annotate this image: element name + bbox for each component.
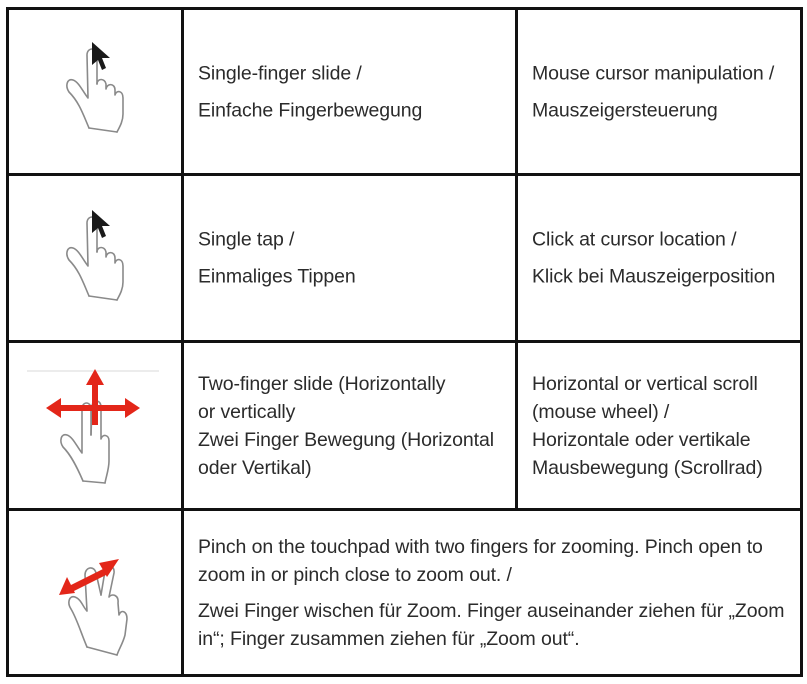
action-line: (mouse wheel) / [532,400,670,423]
description-english: Pinch on the touchpad with two fingers for zooming. Pinch open to zoom in or pinch close to zoom out. / [198,535,763,586]
action-line: Horizontal or vertical scroll [532,372,758,395]
action-cell [518,343,800,508]
action-line: Horizontale oder vertikale [532,428,751,451]
gesture-cell [184,343,518,508]
table-row [9,176,800,343]
action-cell [518,176,800,340]
pinch-zoom-icon [9,511,184,674]
action-line: Mauszeigersteuerung [532,99,718,121]
table-row [9,511,800,674]
two-finger-scroll-icon [9,343,184,508]
gesture-line: Einfache Fingerbewegung [198,99,423,121]
gesture-line: Single-finger slide / [198,62,362,84]
action-cell [518,10,800,173]
gesture-line: oder Vertikal) [198,456,312,479]
icon-cell [9,343,184,508]
description-cell [184,511,800,674]
single-finger-tap-icon [9,176,184,340]
icon-cell [9,511,184,674]
action-line: Mausbewegung (Scrollrad) [532,456,763,479]
gesture-line: or vertically [198,400,296,423]
gesture-line: Two-finger slide (Horizontally [198,372,446,395]
icon-cell [9,10,184,173]
icon-cell [9,176,184,340]
action-line: Klick bei Mauszeigerposition [532,265,776,288]
gesture-line: Zwei Finger Bewegung (Horizontal [198,428,494,451]
gesture-cell [184,10,518,173]
table-row [9,343,800,511]
table-row [9,10,800,176]
action-line: Mouse cursor manipulation / [532,62,775,84]
gesture-table [6,7,803,677]
gesture-line: Single tap / [198,228,295,251]
single-finger-pointer-icon [9,10,184,173]
action-line: Click at cursor location / [532,228,737,251]
gesture-cell [184,176,518,340]
description-german: Zwei Finger wischen für Zoom. Finger auseinander ziehen für „Zoom in“; Finger zusammen ziehen für „Zoom out“. [198,599,785,650]
gesture-line: Einmaliges Tippen [198,265,356,288]
